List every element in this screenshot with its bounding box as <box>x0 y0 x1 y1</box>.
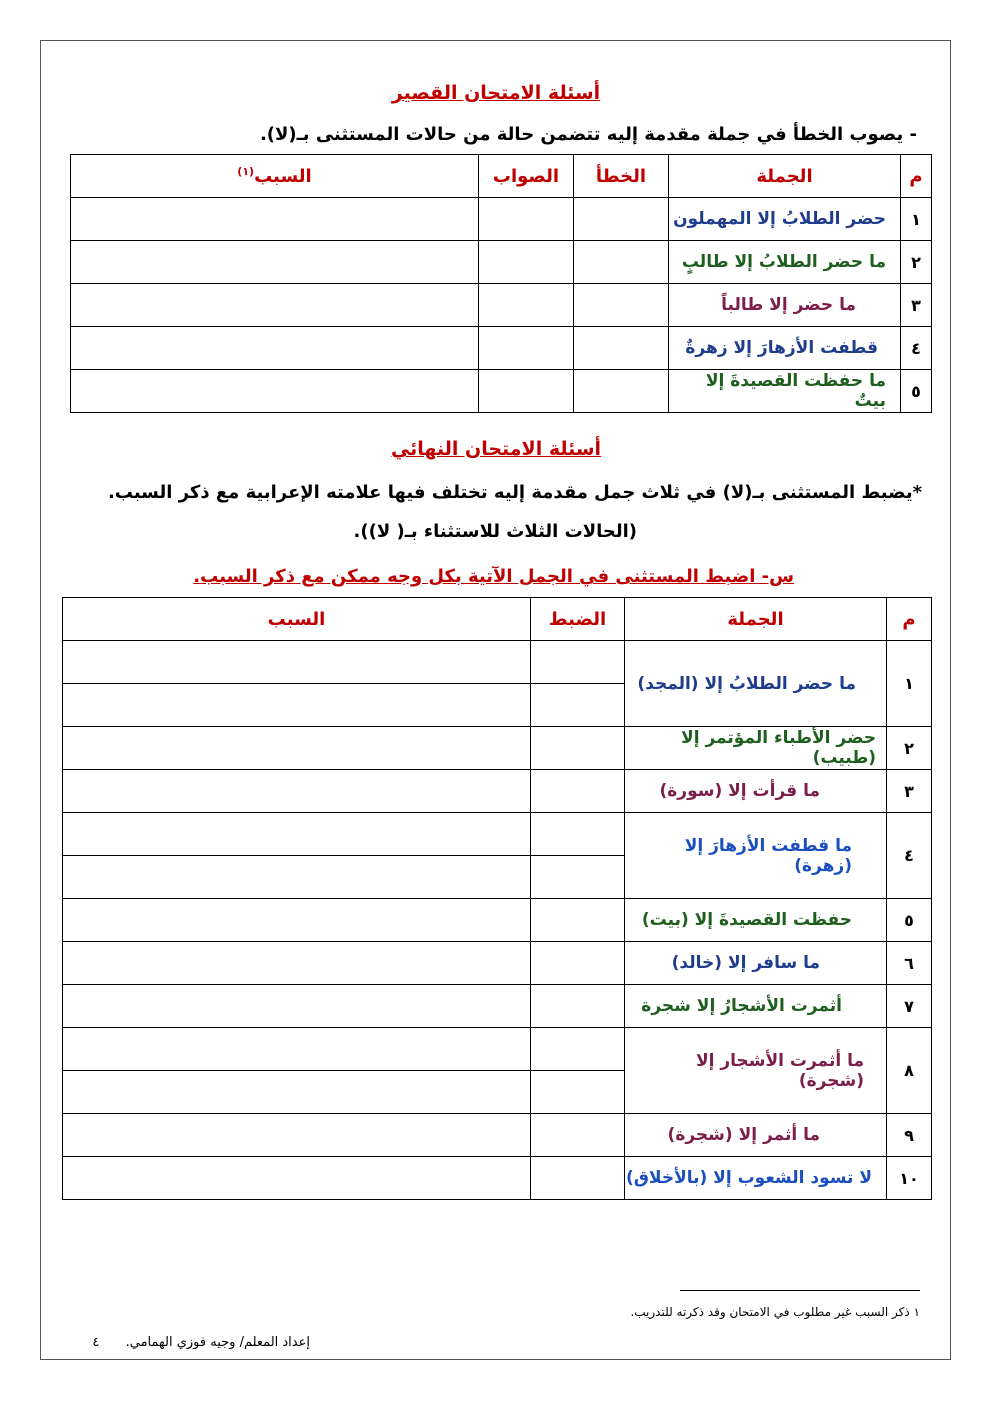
correct-cell[interactable] <box>479 370 574 413</box>
vocalization-cell[interactable] <box>531 641 625 684</box>
table-row <box>63 813 932 856</box>
row-num: ٩ <box>887 1114 932 1157</box>
row-sentence: ما حضر الطلابُ إلا (المجد) <box>625 641 887 727</box>
reason-cell[interactable] <box>63 1071 531 1114</box>
row-sentence: ما سافر إلا (خالد) <box>625 942 887 985</box>
reason-cell[interactable] <box>71 241 479 284</box>
reason-cell[interactable] <box>71 284 479 327</box>
vocalization-cell[interactable] <box>531 985 625 1028</box>
row-sentence: ما أثمر إلا (شجرة) <box>625 1114 887 1157</box>
error-cell[interactable] <box>574 198 669 241</box>
reason-cell[interactable] <box>63 727 531 770</box>
correct-cell[interactable] <box>479 327 574 370</box>
row-num: ٧ <box>887 985 932 1028</box>
reason-cell[interactable] <box>63 770 531 813</box>
table-row <box>63 942 932 985</box>
short-exam-title: أسئلة الامتحان القصير <box>391 82 601 104</box>
row-sentence: ما حضر الطلابُ إلا طالبٍ <box>669 241 901 284</box>
vocalization-cell[interactable] <box>531 684 625 727</box>
row-num: ٤ <box>901 327 932 370</box>
row-num: ٣ <box>901 284 932 327</box>
vocalization-cell[interactable] <box>531 1157 625 1200</box>
vocalization-cell[interactable] <box>531 1114 625 1157</box>
row-sentence: لا تسود الشعوب إلا (بالأخلاق) <box>625 1157 887 1200</box>
header-correct: الصواب <box>479 155 574 198</box>
row-sentence: ما أثمرت الأشجار إلا (شجرة) <box>625 1028 887 1114</box>
final-exam-question: س- اضبط المستثنى في الجمل الآتية بكل وجه ممكن مع ذكر السبب. <box>193 566 794 587</box>
error-cell[interactable] <box>574 370 669 413</box>
row-sentence: أثمرت الأشجارُ إلا شجرة <box>625 985 887 1028</box>
header-vocalization: الضبط <box>531 598 625 641</box>
row-sentence: ما قرأت إلا (سورة) <box>625 770 887 813</box>
short-exam-table <box>70 154 932 413</box>
row-sentence: حضر الأطباء المؤتمر إلا (طبيب) <box>625 727 887 770</box>
header-sentence: الجملة <box>669 155 901 198</box>
reason-cell[interactable] <box>63 1028 531 1071</box>
row-num: ٨ <box>887 1028 932 1114</box>
row-num: ٥ <box>887 899 932 942</box>
table-header-row <box>71 155 932 198</box>
row-num: ٥ <box>901 370 932 413</box>
table-row <box>63 770 932 813</box>
table-row <box>63 727 932 770</box>
row-num: ١٠ <box>887 1157 932 1200</box>
vocalization-cell[interactable] <box>531 727 625 770</box>
header-reason-label: السبب <box>254 166 312 187</box>
row-sentence: ما حفظت القصيدةَ إلا بيتٌ <box>669 370 901 413</box>
row-num: ١ <box>887 641 932 727</box>
header-num: م <box>901 155 932 198</box>
row-sentence: ما حضر إلا طالباً <box>669 284 901 327</box>
reason-cell[interactable] <box>63 813 531 856</box>
error-cell[interactable] <box>574 241 669 284</box>
table-row <box>71 370 932 413</box>
credit-line <box>70 1335 310 1350</box>
vocalization-cell[interactable] <box>531 813 625 856</box>
reason-cell[interactable] <box>71 198 479 241</box>
header-reason <box>71 155 479 198</box>
vocalization-cell[interactable] <box>531 899 625 942</box>
vocalization-cell[interactable] <box>531 770 625 813</box>
reason-cell[interactable] <box>63 684 531 727</box>
row-num: ٤ <box>887 813 932 899</box>
row-sentence: ما قطفت الأزهارَ إلا (زهرة) <box>625 813 887 899</box>
header-sentence: الجملة <box>625 598 887 641</box>
row-num: ٢ <box>887 727 932 770</box>
reason-cell[interactable] <box>63 942 531 985</box>
footnote: ١ ذكر السبب غير مطلوب في الامتحان وقد ذكرته للتدريب. <box>630 1305 920 1319</box>
vocalization-cell[interactable] <box>531 1028 625 1071</box>
reason-cell[interactable] <box>71 370 479 413</box>
header-error: الخطأ <box>574 155 669 198</box>
correct-cell[interactable] <box>479 241 574 284</box>
table-row <box>63 1157 932 1200</box>
table-row <box>63 641 932 684</box>
footnote-ref: (١) <box>237 165 255 178</box>
author-credit: إعداد المعلم/ وجيه فوزي الهمامي. <box>125 1335 310 1350</box>
row-sentence: قطفت الأزهارَ إلا زهرةٌ <box>669 327 901 370</box>
row-num: ٦ <box>887 942 932 985</box>
table-row <box>63 899 932 942</box>
header-num: م <box>887 598 932 641</box>
footnote-separator <box>680 1290 920 1291</box>
correct-cell[interactable] <box>479 198 574 241</box>
final-exam-title: أسئلة الامتحان النهائي <box>390 438 602 460</box>
page-number: ٤ <box>92 1335 100 1350</box>
final-exam-table <box>62 597 932 1200</box>
table-row <box>63 1028 932 1071</box>
reason-cell[interactable] <box>63 899 531 942</box>
row-num: ٢ <box>901 241 932 284</box>
table-row <box>71 327 932 370</box>
table-row <box>71 241 932 284</box>
reason-cell[interactable] <box>63 985 531 1028</box>
row-num: ٣ <box>887 770 932 813</box>
error-cell[interactable] <box>574 284 669 327</box>
reason-cell[interactable] <box>63 1157 531 1200</box>
table-row <box>71 284 932 327</box>
vocalization-cell[interactable] <box>531 856 625 899</box>
final-exam-sub-instruction: (الحالات الثلاث للاستثناء بـ( لا)). <box>353 521 637 542</box>
table-row <box>63 985 932 1028</box>
table-header-row <box>63 598 932 641</box>
reason-cell[interactable] <box>71 327 479 370</box>
row-num: ١ <box>901 198 932 241</box>
short-exam-instruction: - يصوب الخطأ في جملة مقدمة إليه تتضمن حالة من حالات المستثنى بـ(لا). <box>259 124 917 145</box>
vocalization-cell[interactable] <box>531 1071 625 1114</box>
error-cell[interactable] <box>574 327 669 370</box>
reason-cell[interactable] <box>63 1114 531 1157</box>
header-reason: السبب <box>63 598 531 641</box>
reason-cell[interactable] <box>63 641 531 684</box>
reason-cell[interactable] <box>63 856 531 899</box>
table-row <box>71 198 932 241</box>
row-sentence: حضر الطلابُ إلا المهملون <box>669 198 901 241</box>
vocalization-cell[interactable] <box>531 942 625 985</box>
correct-cell[interactable] <box>479 284 574 327</box>
row-sentence: حفظت القصيدةَ إلا (بيت) <box>625 899 887 942</box>
final-exam-instruction: *يضبط المستثنى بـ(لا) في ثلاث جمل مقدمة إليه تختلف فيها علامته الإعرابية مع ذكر السبب. <box>107 482 922 503</box>
table-row <box>63 1114 932 1157</box>
